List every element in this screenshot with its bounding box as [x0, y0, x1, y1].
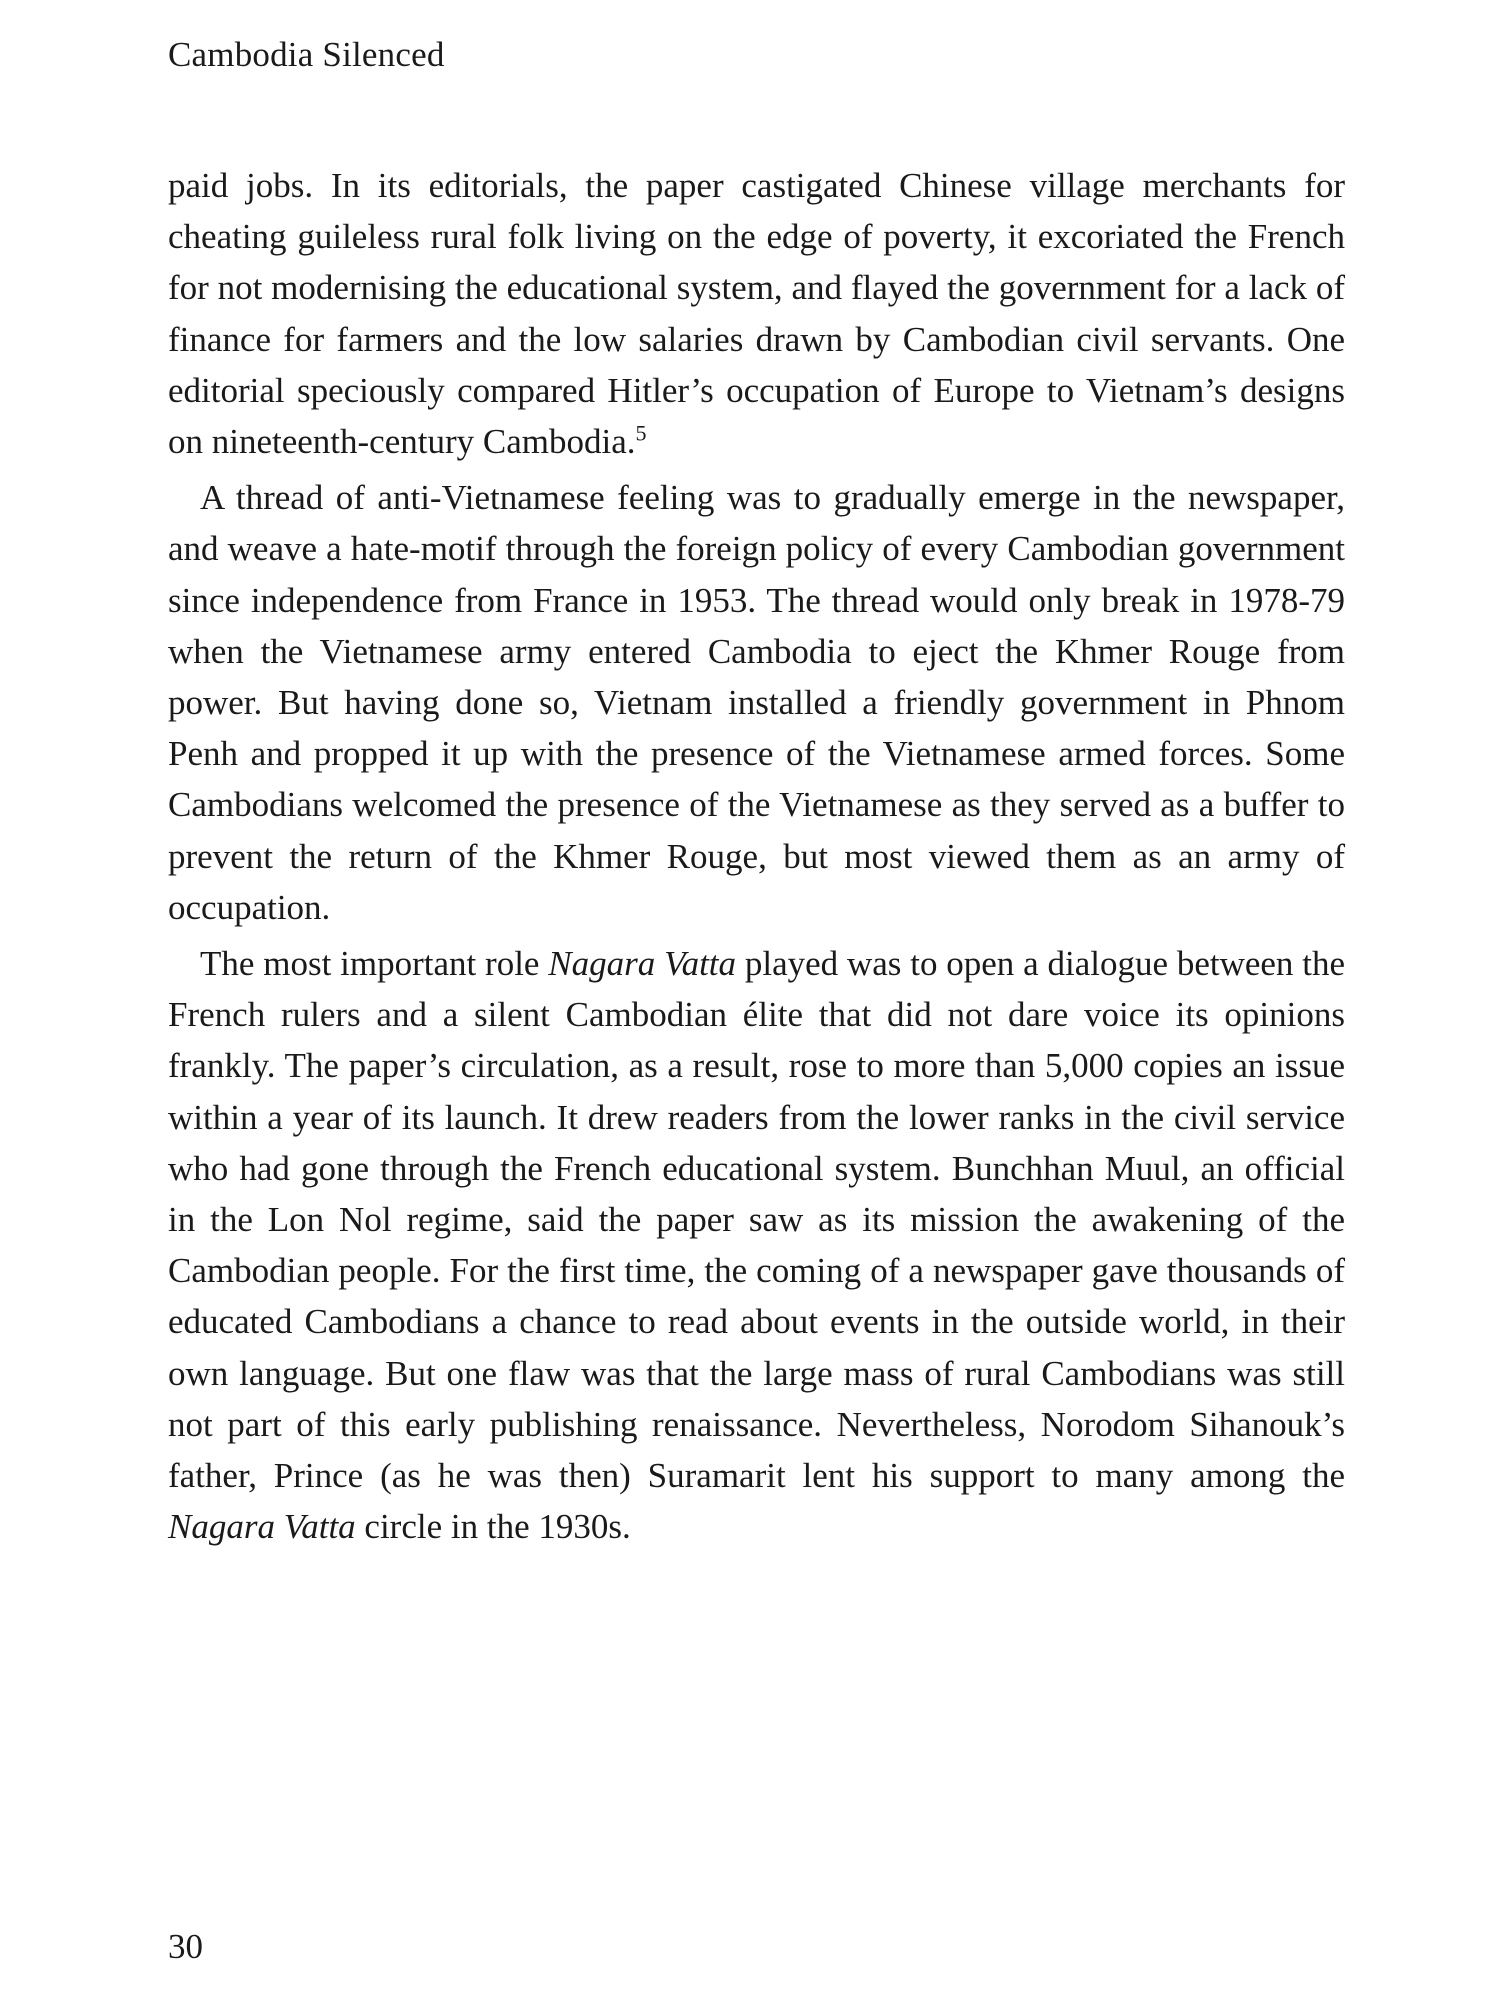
- paragraph-2: [168, 472, 1345, 933]
- body-text: [168, 160, 1345, 1557]
- paragraph-1: [168, 160, 1345, 467]
- paragraph-3-text-c: circle in the 1930s.: [355, 1507, 631, 1547]
- paragraph-2-text: A thread of anti-Vietnamese feeling was to gradually emerge in the newspaper, and weave a hate-motif through the foreign policy of every Cambodian government since independence from France in 1953. The thread would only break in 1978-79 when the Vietnamese army entered Cambodia to eject the Khmer Rouge from power. But having done so, Vietnam installed a friendly government in Phnom Penh and propped it up with the presence of the Vietnamese armed forces. Some Cambodians welcomed the presence of the Vietnamese as they served as a buffer to prevent the return of the Khmer Rouge, but most viewed them as an army of occupation.: [168, 478, 1345, 927]
- newspaper-title-italic: Nagara Vatta: [168, 1507, 356, 1547]
- newspaper-title-italic: Nagara Vatta: [548, 944, 737, 984]
- running-header: Cambodia Silenced: [168, 35, 445, 74]
- paragraph-3-text-a: The most important role: [200, 944, 549, 984]
- paragraph-3: [168, 938, 1345, 1552]
- page-number: 30: [168, 1927, 203, 1966]
- paragraph-3-text-b: played was to open a dialogue between the French rulers and a silent Cambodian élite that did not dare voice its opinions frankly. The paper’s circulation, as a result, rose to more than 5,000 copies an issue within a year of its launch. It drew readers from the lower ranks in the civil service who had gone through the French educational system. Bunchhan Muul, an official in the Lon Nol regime, said the paper saw as its mission the awakening of the Cambodian people. For the first time, the coming of a newspaper gave thousands of educated Cambodians a chance to read about events in the outside world, in their own language. But one flaw was that the large mass of rural Cambodians was still not part of this early publishing renaissance. Nevertheless, Norodom Sihanouk’s father, Prince (as he was then) Suramarit lent his support to many among the: [168, 944, 1346, 1496]
- paragraph-1-text: paid jobs. In its editorials, the paper castigated Chinese village merchants for cheating guileless rural folk living on the edge of poverty, it excoriated the French for not modernising the educational system, and flayed the government for a lack of finance for farmers and the low salaries drawn by Cambodian civil servants. One editorial speciously compared Hitler’s occupation of Europe to Vietnam’s designs on nineteenth-century Cambodia.: [168, 166, 1345, 462]
- footnote-ref: 5: [635, 420, 647, 446]
